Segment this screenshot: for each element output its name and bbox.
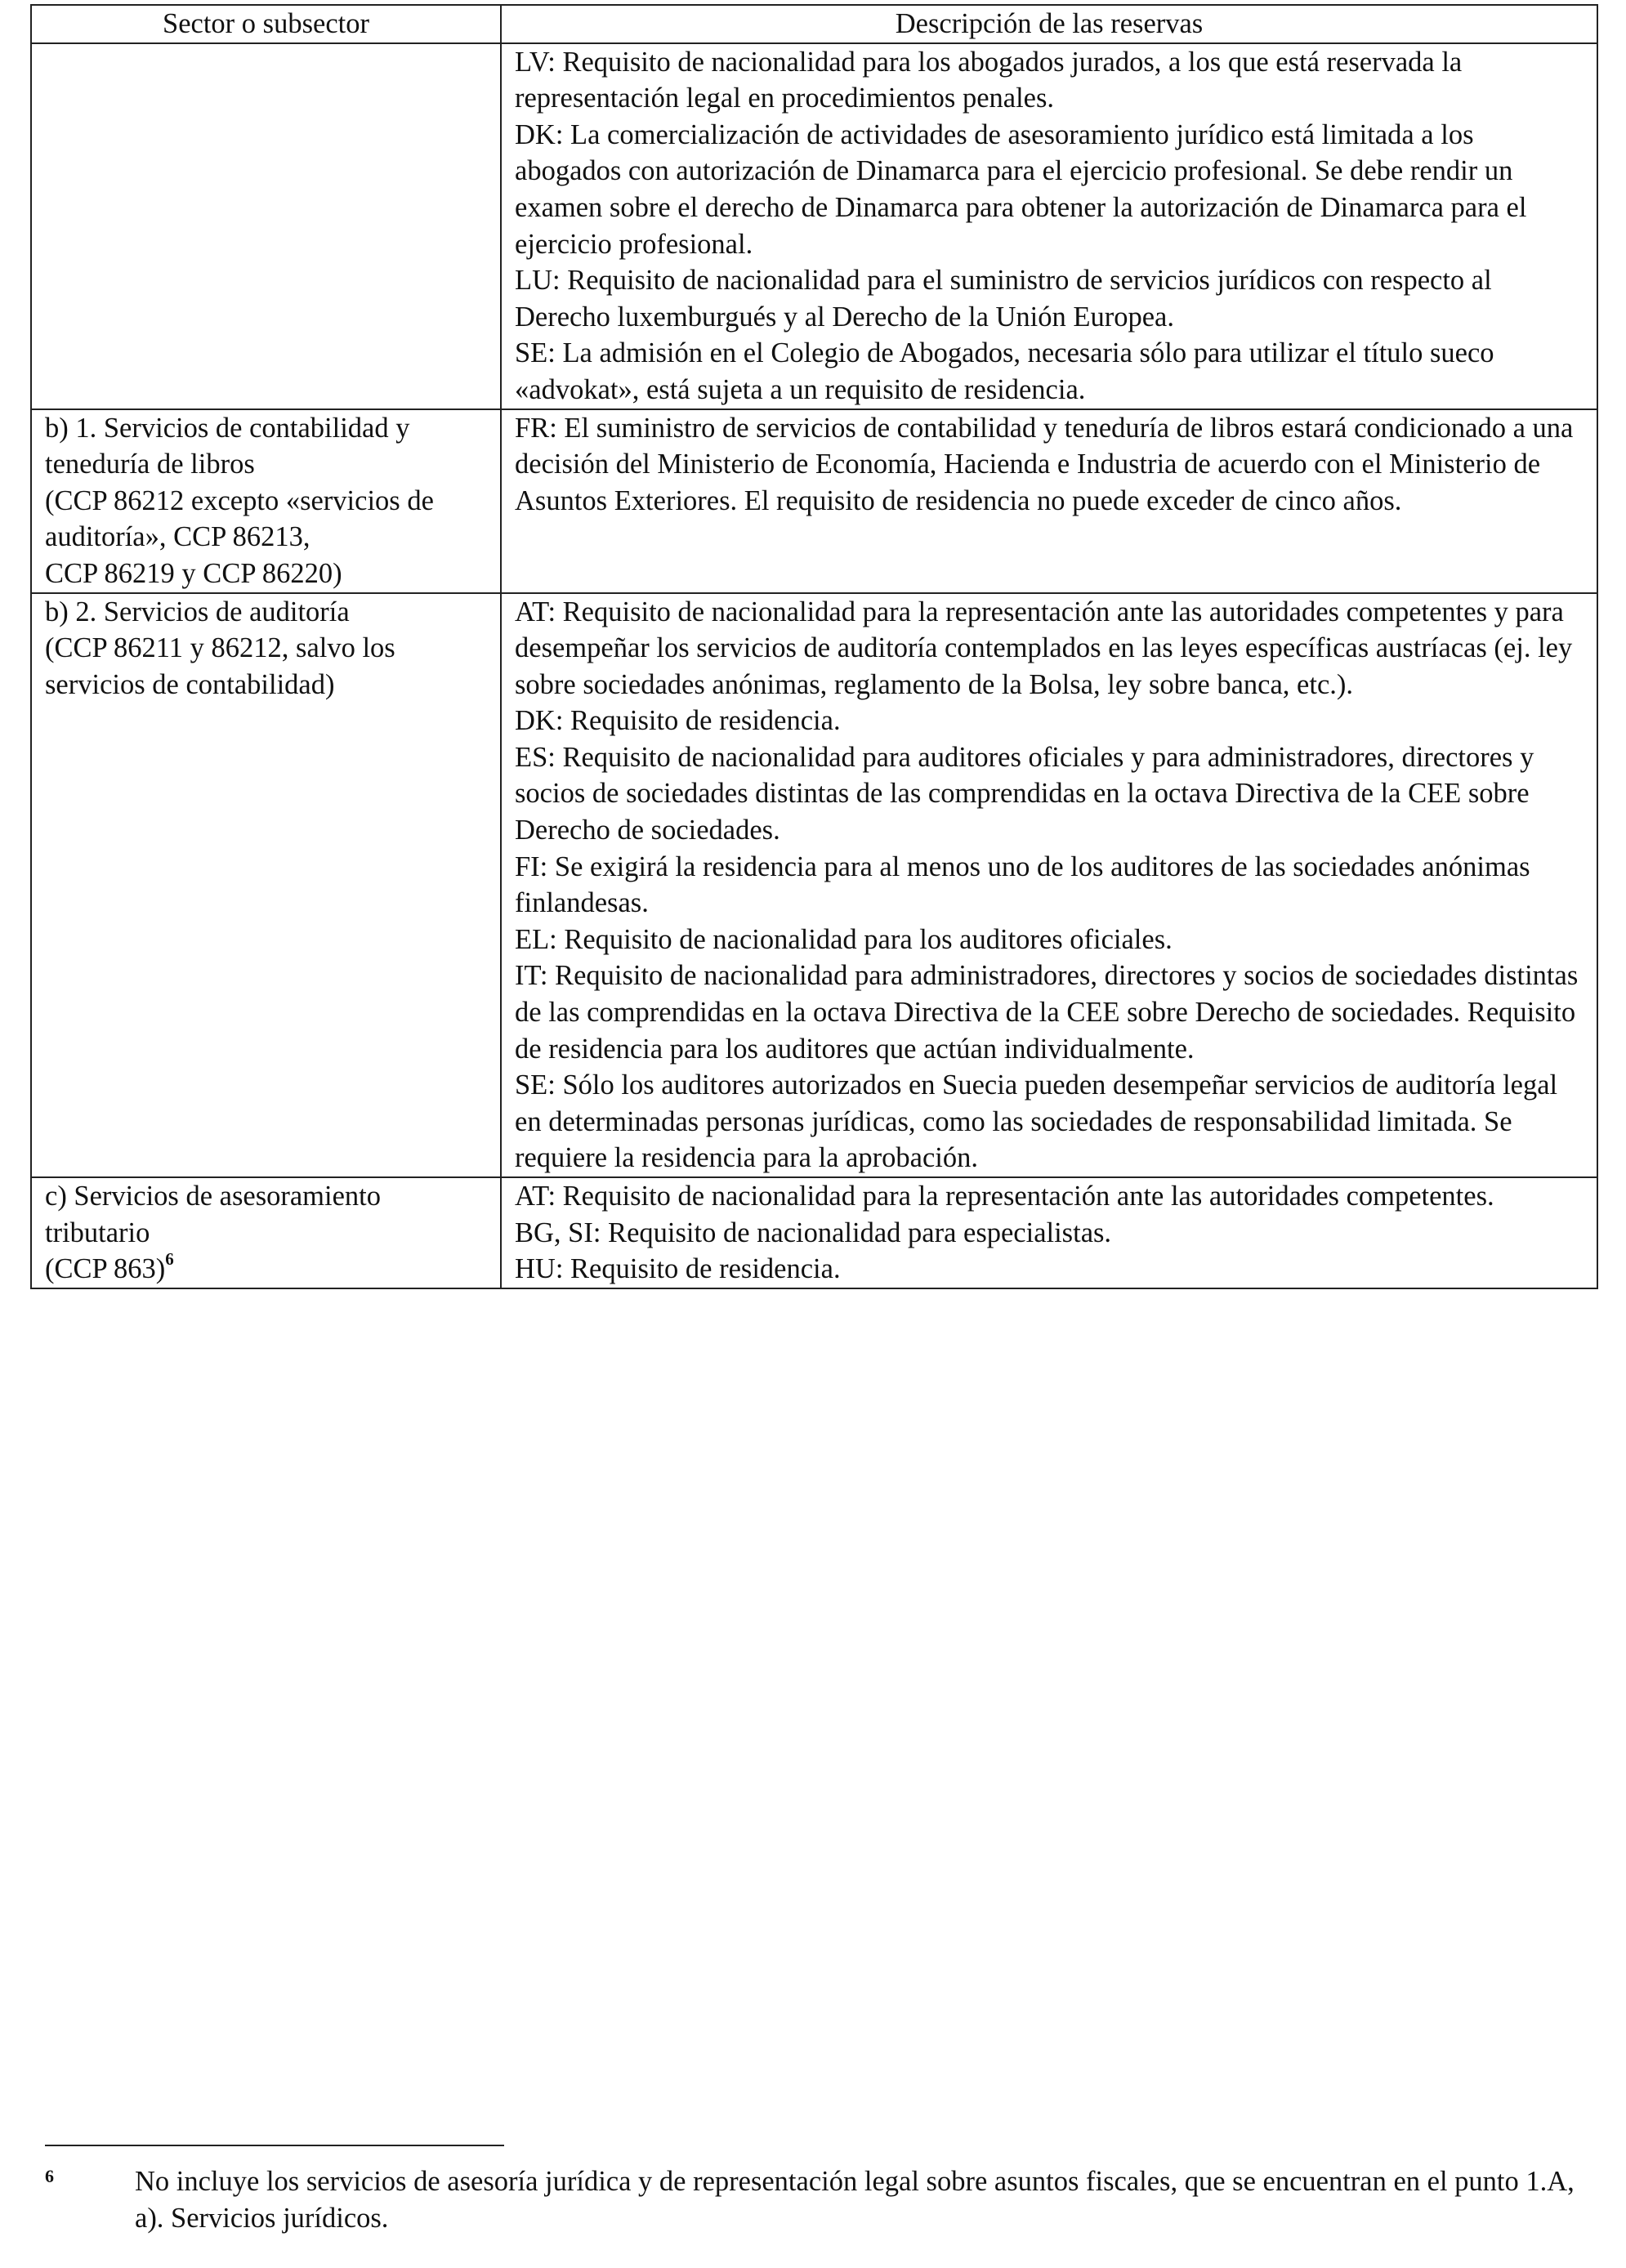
footnote-reference: 6	[165, 1248, 174, 1269]
sector-line: c) Servicios de asesoramiento	[45, 1181, 381, 1212]
table-row	[31, 409, 1597, 593]
reservation-entry: AT: Requisito de nacionalidad para la representación ante las autoridades competentes y para desempeñar los servicios de auditoría contemplados en las leyes específicas austríacas (ej. ley sobre sociedades anónimas, reglamento de la Bolsa, ley sobre banca, etc.).	[515, 596, 1573, 700]
sector-line: (CCP 863)	[45, 1253, 166, 1285]
table-header-row	[31, 5, 1597, 43]
reservation-entry: ES: Requisito de nacionalidad para auditores oficiales y para administradores, directores y socios de sociedades distintas de las comprendidas en la octava Directiva de la CEE sobre Derecho de sociedades.	[515, 741, 1534, 846]
header-description: Descripción de las reservas	[501, 5, 1597, 43]
description-cell	[501, 409, 1597, 593]
table-row	[31, 1177, 1597, 1288]
reservation-entry: DK: Requisito de residencia.	[515, 705, 841, 737]
sector-line: tributario	[45, 1217, 150, 1248]
sector-cell	[31, 1177, 501, 1288]
sector-line: auditoría», CCP 86213,	[45, 521, 310, 553]
reservation-entry: AT: Requisito de nacionalidad para la representación ante las autoridades competentes.	[515, 1181, 1494, 1212]
sector-line: b) 2. Servicios de auditoría	[45, 596, 350, 627]
sector-line: CCP 86219 y CCP 86220)	[45, 557, 342, 589]
sector-line-with-ref	[45, 1248, 489, 1288]
sector-line: teneduría de libros	[45, 449, 255, 480]
footnote-separator	[45, 2145, 504, 2146]
sector-line: (CCP 86212 excepto «servicios de	[45, 484, 434, 516]
table-row	[31, 43, 1597, 409]
description-cell	[501, 1177, 1597, 1288]
header-sector: Sector o subsector	[31, 5, 501, 43]
description-cell	[501, 43, 1597, 409]
reservation-entry: EL: Requisito de nacionalidad para los auditores oficiales.	[515, 923, 1173, 955]
reservation-entry: FR: El suministro de servicios de contabilidad y teneduría de libros estará condicionado a una decisión del Ministerio de Economía, Hacienda e Industria de acuerdo con el Ministerio de Asuntos Exteriores. El requisito de residencia no puede exceder de cinco años.	[515, 412, 1574, 516]
sector-line: (CCP 86211 y 86212, salvo los	[45, 632, 395, 664]
sector-line: b) 1. Servicios de contabilidad y	[45, 412, 410, 444]
reservation-entry: HU: Requisito de residencia.	[515, 1253, 841, 1285]
reservation-entry: FI: Se exigirá la residencia para al menos uno de los auditores de las sociedades anónimas finlandesas.	[515, 850, 1530, 919]
reservation-entry: LU: Requisito de nacionalidad para el suministro de servicios jurídicos con respecto al Derecho luxemburgués y al Derecho de la Unión Europea.	[515, 265, 1492, 333]
sector-line: servicios de contabilidad)	[45, 668, 335, 700]
reservation-entry: DK: La comercialización de actividades de asesoramiento jurídico está limitada a los abogados con autorización de Dinamarca para el ejercicio profesional. Se debe rendir un examen sobre el derecho de Dinamarca para obtener la autorización de Dinamarca para el ejercicio profesional.	[515, 118, 1527, 260]
sector-cell	[31, 409, 501, 593]
footnote-mark: 6	[45, 2166, 54, 2186]
reservation-entry: IT: Requisito de nacionalidad para administradores, directores y socios de sociedades distintas de las comprendidas en la octava Directiva de la CEE sobre Derecho de sociedades. Requisito de residencia para los auditores que actúan individualmente.	[515, 960, 1579, 1065]
sector-cell	[31, 593, 501, 1178]
table-row	[31, 593, 1597, 1178]
description-cell	[501, 593, 1597, 1178]
reservation-entry: SE: La admisión en el Colegio de Abogados, necesaria sólo para utilizar el título sueco «advokat», está sujeta a un requisito de residencia.	[515, 337, 1494, 405]
reservation-entry: LV: Requisito de nacionalidad para los abogados jurados, a los que está reservada la representación legal en procedimientos penales.	[515, 46, 1463, 114]
reservation-entry: SE: Sólo los auditores autorizados en Suecia pueden desempeñar servicios de auditoría legal en determinadas personas jurídicas, como las sociedades de responsabilidad limitada. Se requiere la residencia para la aprobación.	[515, 1069, 1558, 1174]
sector-cell	[31, 43, 501, 409]
reservation-entry: BG, SI: Requisito de nacionalidad para especialistas.	[515, 1217, 1112, 1248]
reservations-table	[30, 4, 1598, 1289]
footnote-text: No incluye los servicios de asesoría jurídica y de representación legal sobre asuntos fiscales, que se encuentran en el punto 1.A, a). Servicios jurídicos.	[135, 2166, 1575, 2234]
